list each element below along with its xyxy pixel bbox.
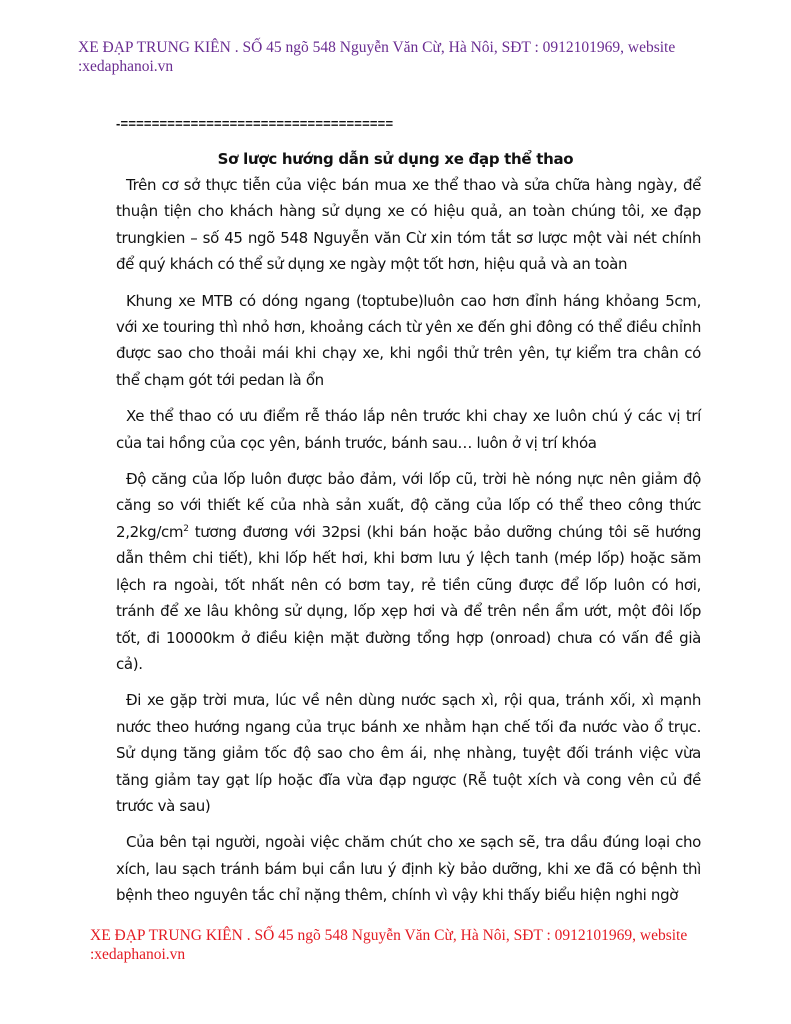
document-body bbox=[116, 172, 701, 919]
separator: -=================================== bbox=[116, 116, 394, 131]
text: Độ căng của lốp luôn được bảo đảm, với lốp cũ, trời hè nóng nực nên giảm độ căng so với thiết kế của nhà sản xuất, độ căng của lốp có thể theo công thức 2,2kg/cm bbox=[116, 470, 701, 541]
page-header bbox=[78, 38, 718, 76]
page-footer bbox=[90, 926, 730, 964]
paragraph-tire-pressure bbox=[116, 466, 701, 677]
paragraph: Khung xe MTB có dóng ngang (toptube)luôn cao hơn đỉnh háng khỏang 5cm, với xe touring thì nhỏ hơn, khoảng cách từ yên xe đến ghi đông có thể điều chỉnh được sao cho thoải mái khi chạy xe, khi ngồi thử trên yên, tự kiểm tra chân có thể chạm gót tới pedan là ổn bbox=[116, 291, 701, 389]
footer-website: :xedaphanoi.vn bbox=[90, 946, 186, 963]
superscript: 2 bbox=[183, 523, 189, 534]
paragraph: Trên cơ sở thực tiễn của việc bán mua xe thể thao và sửa chữa hàng ngày, để thuận tiện cho khách hàng sử dụng xe có hiệu quả, an toàn chúng tôi, xe đạp trungkien – số 45 ngõ 548 Nguyễn văn Cừ xin tóm tắt sơ lược một vài nét chính để quý khách có thể sử dụng xe ngày một tốt hơn, hiệu quả và an toàn bbox=[116, 176, 701, 274]
text: tương đương với 32psi (khi bán hoặc bảo dưỡng chúng tôi sẽ hướng dẫn thêm chi tiết), khi lốp hết hơi, khi bơm lưu ý lệch tanh (mép lốp) hoặc săm lệch ra ngoài, tốt nhất nên có bơm tay, rẻ tiền cũng được để lốp luôn có hơi, tránh để xe lâu không sử dụng, lốp xẹp hơi và để trên nền ẩm ướt, một đôi lốp tốt, đi 10000km ở điều kiện mặt đường tổng hợp (onroad) chưa có vấn đề già cả). bbox=[116, 522, 701, 673]
footer-line: XE ĐẠP TRUNG KIÊN . SỐ 45 ngõ 548 Nguyễn Văn Cừ, Hà Nôi, SĐT : 0912101969, website bbox=[90, 927, 688, 944]
paragraph: Đi xe gặp trời mưa, lúc về nên dùng nước sạch xì, rội qua, tránh xối, xì mạnh nước theo hướng ngang của trục bánh xe nhằm hạn chế tối đa nước vào ổ trục. Sử dụng tăng giảm tốc độ sao cho êm ái, nhẹ nhàng, tuyệt đối tránh việc vừa tăng giảm tay gạt líp hoặc đĩa vừa đạp ngược (Rễ tuột xích và cong vên củ đề trước và sau) bbox=[116, 691, 701, 815]
paragraph: Của bên tại người, ngoài việc chăm chút cho xe sạch sẽ, tra dầu đúng loại cho xích, lau sạch tránh bám bụi cần lưu ý định kỳ bảo dưỡng, khi xe đã có bệnh thì bệnh theo nguyên tắc chỉ nặng thêm, chính vì vậy khi thấy biểu hiện nghi ngờ bbox=[116, 833, 701, 905]
document-title: Sơ lược hướng dẫn sử dụng xe đạp thể thao bbox=[217, 150, 574, 168]
header-line: XE ĐẠP TRUNG KIÊN . SỐ 45 ngõ 548 Nguyễn Văn Cừ, Hà Nôi, SĐT : 0912101969, website bbox=[78, 39, 676, 56]
header-website: :xedaphanoi.vn bbox=[78, 58, 174, 75]
paragraph: Xe thể thao có ưu điểm rễ tháo lắp nên trước khi chay xe luôn chú ý các vị trí của tai hồng của cọc yên, bánh trước, bánh sau… luôn ở vị trí khóa bbox=[116, 407, 701, 452]
